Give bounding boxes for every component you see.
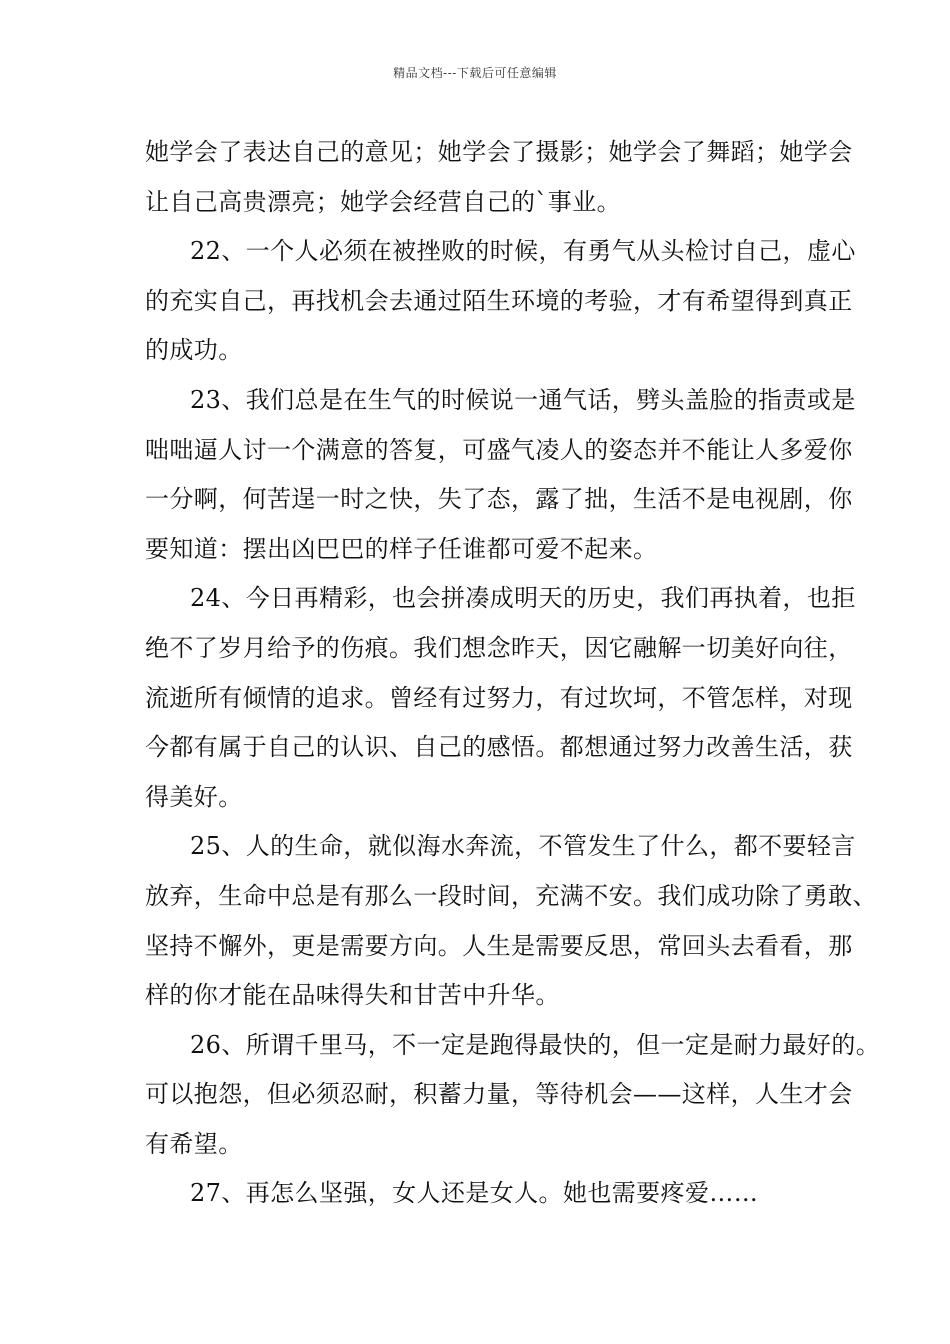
text-line: 24、今日再精彩，也会拼凑成明天的历史，我们再执着，也拒 — [190, 584, 856, 613]
text-line: 得美好。 — [145, 782, 243, 811]
text-line: 让自己高贵漂亮；她学会经营自己的`事业。 — [145, 187, 621, 216]
text-line: 样的你才能在品味得失和甘苦中升华。 — [145, 981, 560, 1010]
text-line: 25、人的生命，就似海水奔流，不管发生了什么，都不要轻言 — [190, 832, 856, 861]
text-line: 的充实自己，再找机会去通过陌生环境的考验，才有希望得到真正 — [145, 286, 853, 315]
text-line: 放弃，生命中总是有那么一段时间，充满不安。我们成功除了勇敢、 — [145, 881, 877, 910]
text-line: 咄咄逼人讨一个满意的答复，可盛气凌人的姿态并不能让人多爱你 — [145, 435, 853, 464]
page-header: 精品文档---下载后可任意编辑 — [393, 66, 557, 80]
text-line: 22、一个人必须在被挫败的时候，有勇气从头检讨自己，虚心 — [190, 237, 856, 266]
text-line: 她学会了表达自己的意见；她学会了摄影；她学会了舞蹈；她学会 — [145, 138, 853, 166]
text-line: 绝不了岁月给予的伤痕。我们想念昨天，因它融解一切美好向往， — [145, 633, 853, 662]
text-line: 27、再怎么坚强，女人还是女人。她也需要疼爱…… — [190, 1179, 759, 1208]
text-line: 今都有属于自己的认识、自己的感悟。都想通过努力改善生活，获 — [145, 733, 853, 762]
text-line: 26、所谓千里马，不一定是跑得最快的，但一定是耐力最好的。 — [190, 1030, 881, 1059]
text-line: 的成功。 — [145, 336, 243, 365]
text-line: 坚持不懈外，更是需要方向。人生是需要反思，常回头去看看，那 — [145, 931, 853, 960]
text-line: 有希望。 — [145, 1129, 243, 1158]
text-line: 23、我们总是在生气的时候说一通气话，劈头盖脸的指责或是 — [190, 385, 856, 414]
text-line: 要知道：摆出凶巴巴的样子任谁都可爱不起来。 — [145, 534, 658, 563]
document-body — [145, 128, 881, 1219]
text-line: 一分啊，何苦逞一时之快，失了态，露了拙，生活不是电视剧，你 — [145, 485, 853, 514]
text-line: 可以抱怨，但必须忍耐，积蓄力量，等待机会——这样，人生才会 — [145, 1080, 853, 1109]
text-line: 流逝所有倾情的追求。曾经有过努力，有过坎坷，不管怎样，对现 — [145, 683, 853, 712]
